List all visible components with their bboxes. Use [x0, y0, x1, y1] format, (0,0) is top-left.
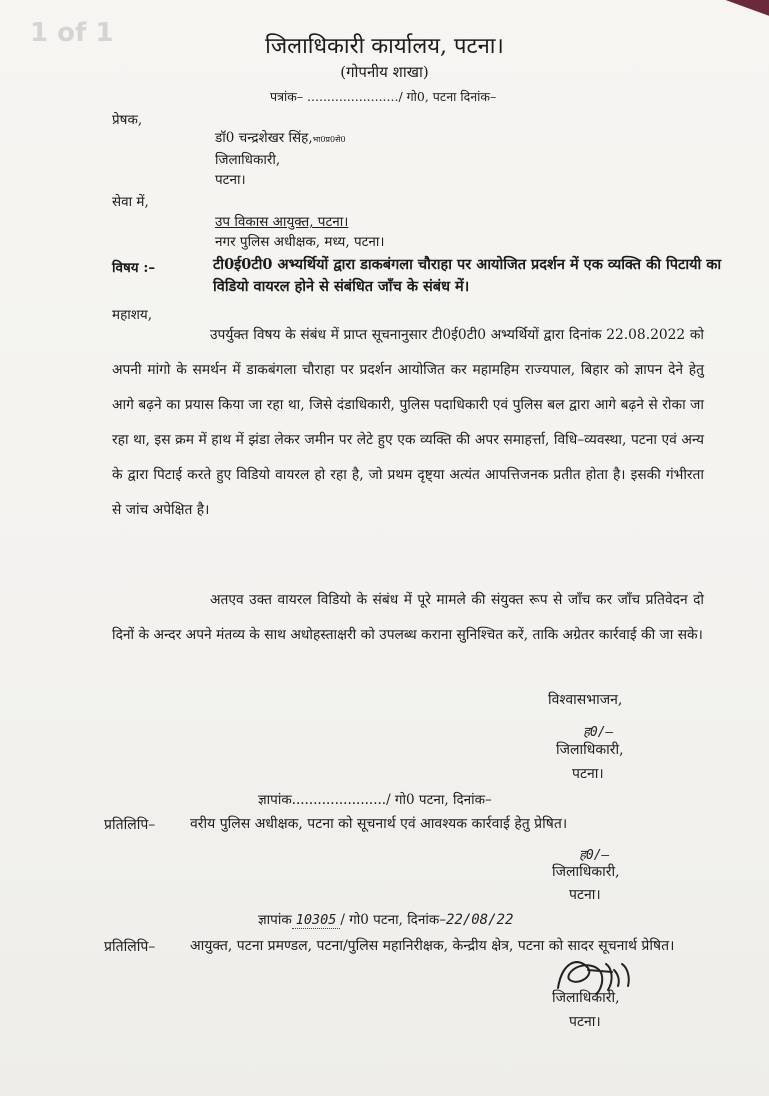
body-paragraph-1-text: उपर्युक्त विषय के संबंध में प्राप्त सूचनानुसार टी0ई0टी0 अभ्यर्थियों द्वारा दिनांक 22.08.2022 को अपनी मांगो के समर्थन में डाकबंगला चौराहा पर प्रदर्शन आयोजित कर महामहिम राज्यपाल, बिहार को ज्ञापन देने हेतु आगे बढ़ने का प्रयास किया जा रहा था, जिसे दंडाधिकारी, पुलिस पदाधिकारी एवं पुलिस बल द्वारा आगे बढ़ने से रोका जा रहा था, इस क्रम में हाथ में झंडा लेकर जमीन पर लेटे हुए एक व्यक्ति की अपर समाहर्त्ता, विधि–व्यवस्था, पटना एवं अन्य के द्वारा पिटाई करते हुए विडियो वायरल हो रहा है, जो प्रथम दृष्ट्या अत्यंत आपत्तिजनक प्रतीत होता है। इसकी गंभीरता से जांच अपेक्षित है।: [112, 327, 704, 518]
copy1-designation: जिलाधिकारी,: [552, 864, 620, 880]
subject-text: टी0ई0टी0 अभ्यर्थियों द्वारा डाकबंगला चौराहा पर आयोजित प्रदर्शन में एक व्यक्ति की पिटायी का विडियो वायरल होने से संबंधित जाँच के संबंध में।: [213, 256, 722, 295]
office-title: जिलाधिकारी कार्यालय, पटना।: [265, 34, 504, 59]
copy1-text: वरीय पुलिस अधीक्षक, पटना को सूचनार्थ एवं आवश्यक कार्रवाई हेतु प्रेषित।: [190, 816, 568, 832]
body-paragraph-1: [112, 318, 704, 528]
copy1-label: प्रतिलिपि–: [104, 817, 156, 833]
signature-sd-1: ह0/–: [583, 725, 614, 740]
copy2-memo-line: [258, 910, 513, 928]
copy2-memo-prefix: ज्ञापांक: [258, 912, 292, 928]
subject-label: विषय :–: [112, 260, 156, 276]
recipient-line-2: नगर पुलिस अधीक्षक, मध्य, पटना।: [215, 234, 385, 250]
recipient-line-1: उप विकास आयुक्त, पटना।: [215, 214, 349, 230]
copy2-label: प्रतिलिपि–: [104, 939, 156, 955]
copy2-memo-number: 10305: [292, 912, 341, 929]
office-branch: (गोपनीय शाखा): [340, 63, 429, 81]
page-corner-fold: [709, 0, 769, 30]
reference-line: पत्रांक– ......................./ गो0, पटना दिनांक–: [270, 89, 497, 104]
sender-name: डॉ0 चन्द्रशेखर सिंह,: [215, 130, 313, 146]
page-counter: 1 of 1: [30, 18, 114, 48]
copy2-place: पटना।: [569, 1014, 601, 1030]
sender-name-line: [215, 128, 346, 146]
copy1-place: पटना।: [569, 887, 601, 903]
body-paragraph-2: [112, 583, 704, 653]
sender-designation: जिलाधिकारी,: [215, 152, 281, 168]
copy2-memo-mid: / गो0 पटना, दिनांक–: [340, 912, 446, 928]
copy2-memo-date: 22/08/22: [445, 912, 514, 928]
body-paragraph-2-text: अतएव उक्त वायरल विडियो के संबंध में पूरे मामले की संयुक्त रूप से जाँच कर जाँच प्रतिवेदन दो दिनों के अन्दर अपने मंतव्य के साथ अधोहस्ताक्षरी को उपलब्ध कराना सुनिश्चित करें, ताकि अग्रेतर कार्रवाई की जा सके।: [112, 592, 704, 643]
copy2-designation: जिलाधिकारी,: [552, 990, 620, 1006]
sender-service: भा0प्र0से0: [312, 135, 346, 144]
valediction: विश्वासभाजन,: [548, 692, 623, 708]
salutation: महाशय,: [112, 307, 153, 323]
sender-place: पटना।: [215, 172, 246, 188]
copy2-text: आयुक्त, पटना प्रमण्डल, पटना/पुलिस महानिरीक्षक, केन्द्रीय क्षेत्र, पटना को सादर सूचनार्थ प्रेषित।: [190, 938, 675, 954]
closing-designation: जिलाधिकारी,: [556, 742, 624, 758]
copy1-memo-line: ज्ञापांक....................../ गो0 पटना, दिनांक–: [258, 792, 492, 808]
signature-sd-2: ह0/–: [579, 848, 610, 863]
recipient-label: सेवा में,: [112, 194, 149, 210]
closing-place: पटना।: [572, 766, 604, 782]
sender-label: प्रेषक,: [112, 112, 143, 128]
